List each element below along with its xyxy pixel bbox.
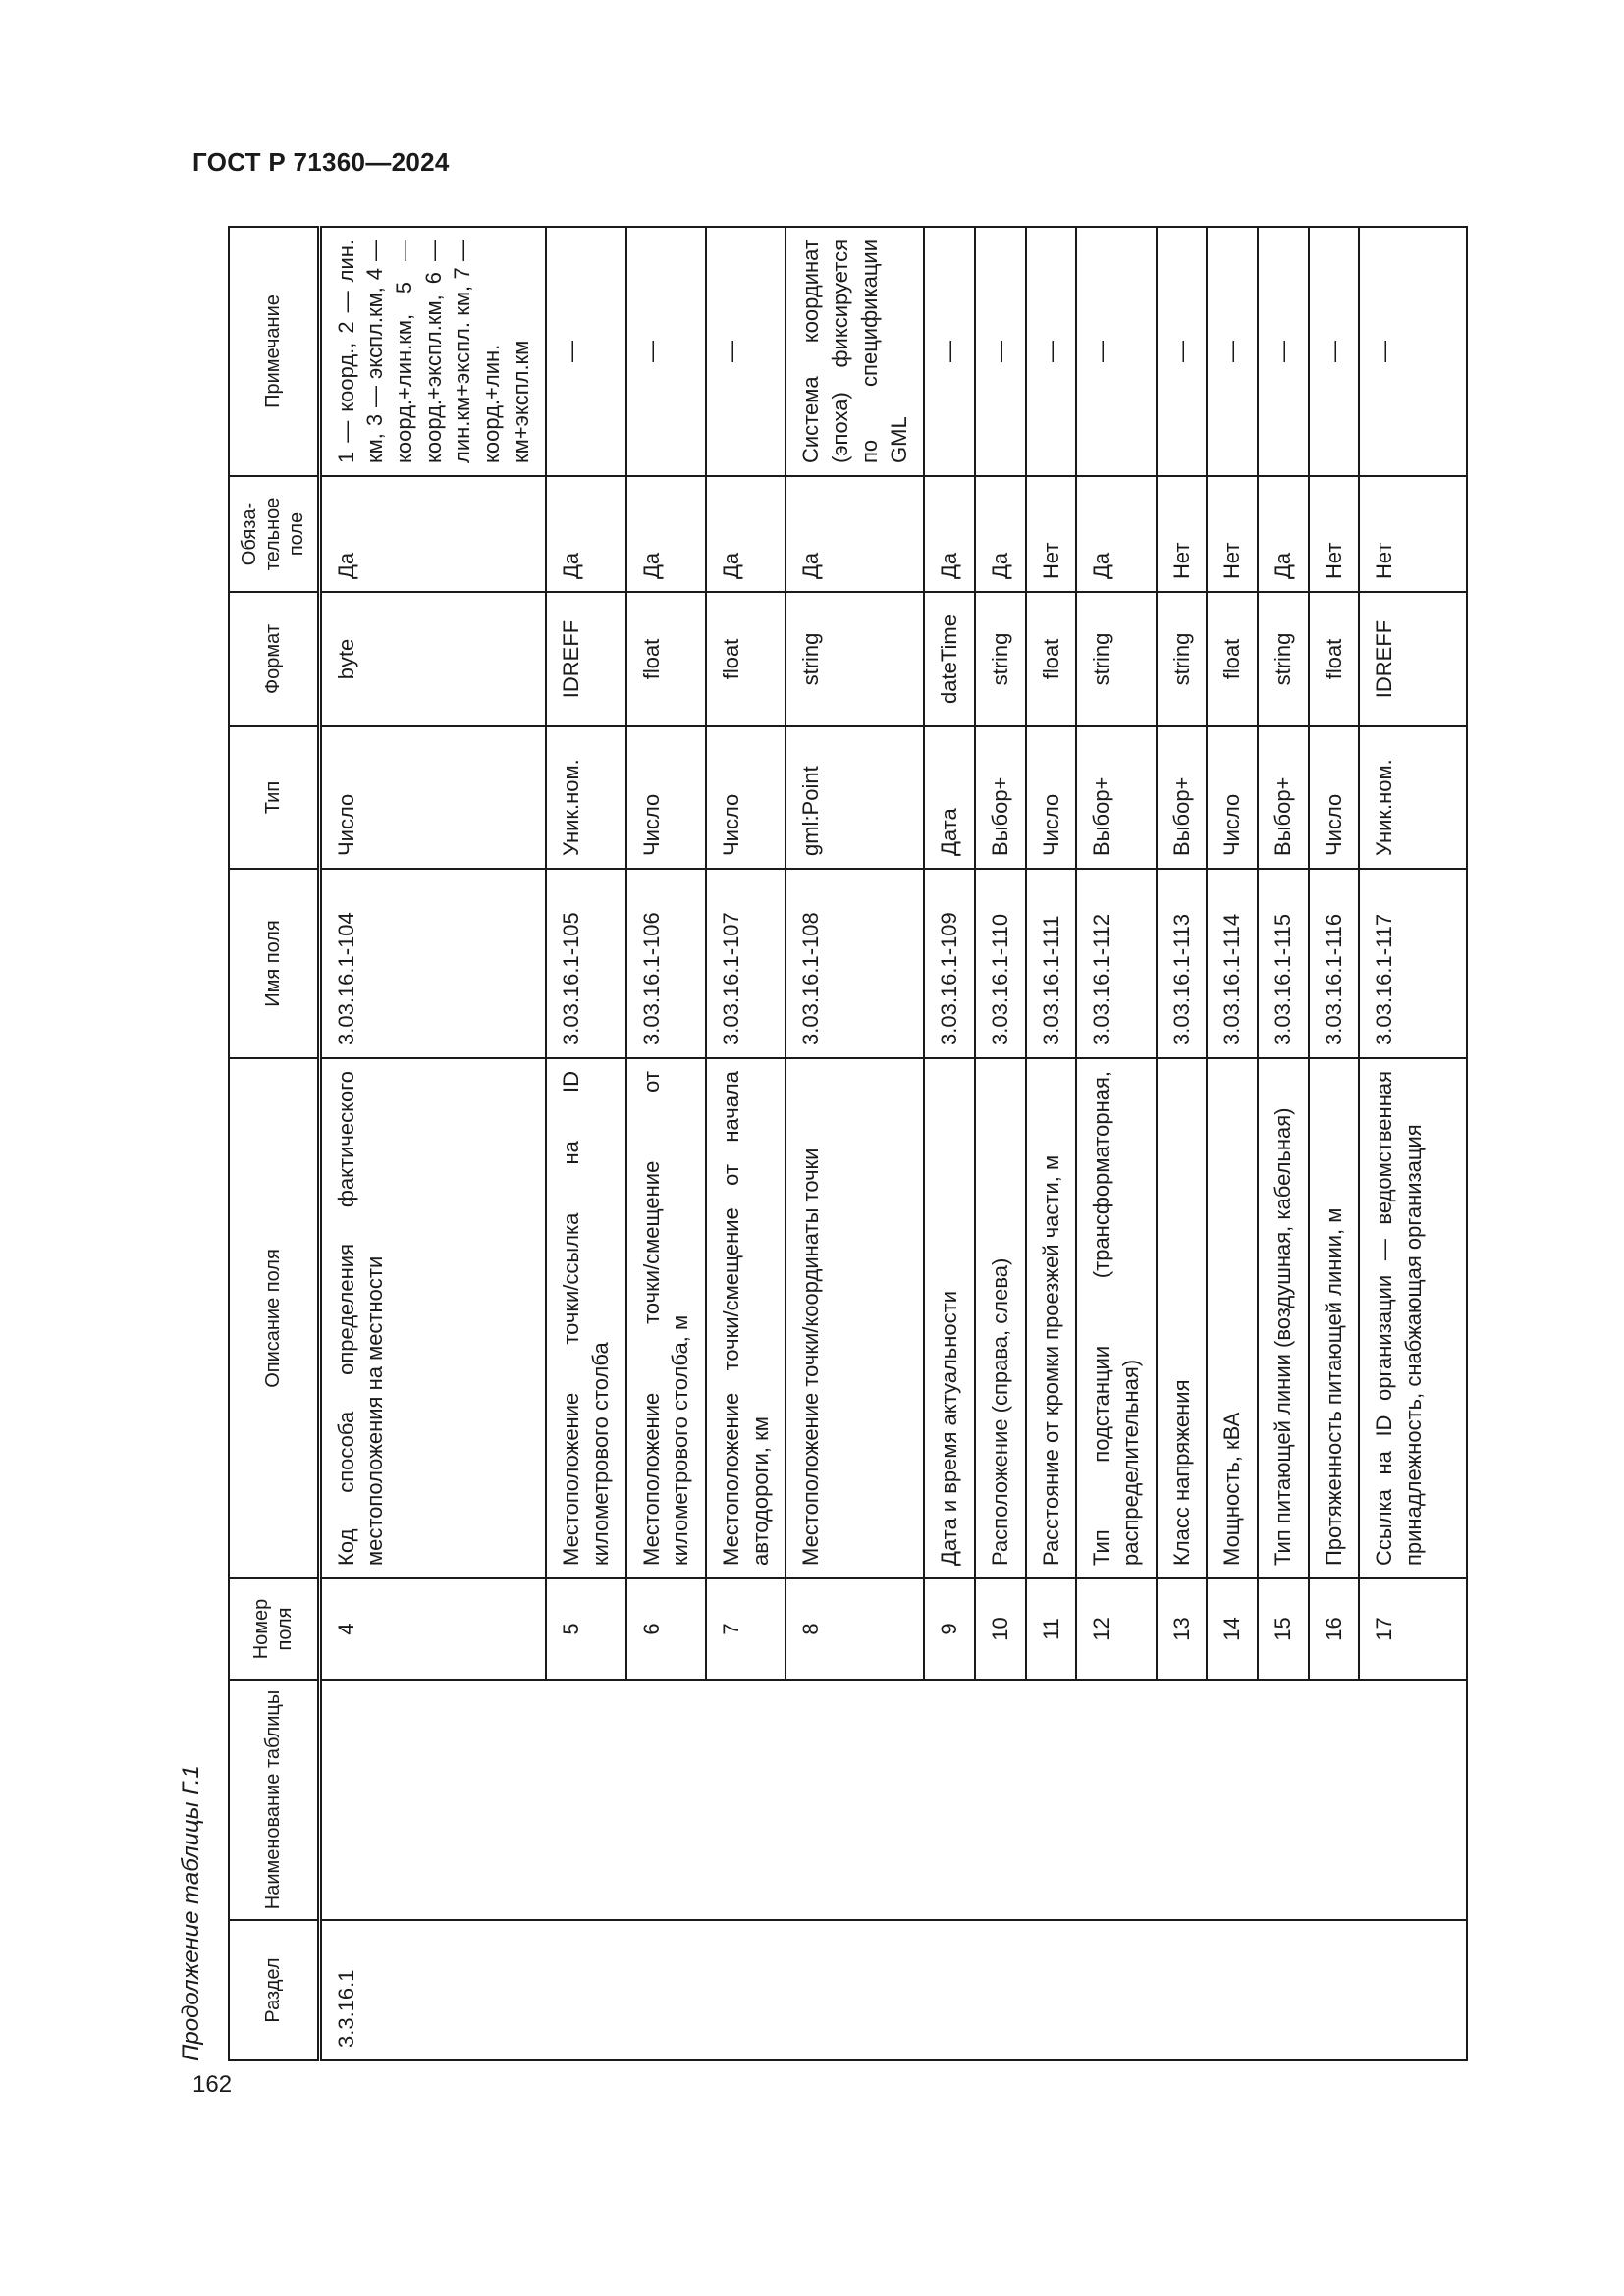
cell-obyaz: Да <box>706 476 785 592</box>
cell-primechanie: — <box>1359 227 1467 476</box>
cell-nomer: 12 <box>1076 1578 1156 1680</box>
cell-obyaz: Нет <box>1157 476 1208 592</box>
cell-primechanie: — <box>1157 227 1208 476</box>
cell-imya: 3.03.16.1-105 <box>546 869 625 1058</box>
cell-nomer: 4 <box>319 1578 546 1680</box>
cell-primechanie: — <box>975 227 1026 476</box>
cell-obyaz: Да <box>546 476 625 592</box>
cell-opisanie: Местоположение точки/координаты точки <box>785 1058 924 1578</box>
cell-obyaz: Да <box>785 476 924 592</box>
cell-tip: Уник.ном. <box>546 726 625 869</box>
cell-tip: Выбор+ <box>975 726 1026 869</box>
cell-tip: Уник.ном. <box>1359 726 1467 869</box>
cell-nomer: 16 <box>1309 1578 1360 1680</box>
cell-nomer: 7 <box>706 1578 785 1680</box>
cell-primechanie: Система координат (эпоха) фиксируется по спецификации GML <box>785 227 924 476</box>
cell-nomer: 14 <box>1207 1578 1258 1680</box>
cell-opisanie: Код способа определения фактического местоположения на местности <box>319 1058 546 1578</box>
table-caption: Продолжение таблицы Г.1 <box>178 1765 204 2061</box>
cell-imya: 3.03.16.1-113 <box>1157 869 1208 1058</box>
cell-format: float <box>1026 592 1077 726</box>
cell-obyaz: Да <box>319 476 546 592</box>
cell-format: string <box>785 592 924 726</box>
cell-format: float <box>1207 592 1258 726</box>
cell-nomer: 8 <box>785 1578 924 1680</box>
cell-format: float <box>1309 592 1360 726</box>
cell-primechanie: 1 — коорд., 2 — лин. км, 3 — экспл.км, 4 — коорд.+лин.км, 5 — коорд.+экспл.км, 6 — лин.км+экспл. км, 7 — коорд.+лин. км+экспл.км <box>319 227 546 476</box>
cell-primechanie: — <box>1258 227 1309 476</box>
cell-opisanie: Ссылка на ID организации — ведомственная принадлежность, снабжающая организация <box>1359 1058 1467 1578</box>
page-number: 162 <box>192 2071 233 2098</box>
header-razdel: Раздел <box>229 1920 319 2060</box>
cell-razdel: 3.3.16.1 <box>319 1920 1467 2060</box>
cell-opisanie: Расположение (справа, слева) <box>975 1058 1026 1578</box>
cell-opisanie: Тип питающей линии (воздушная, кабельная) <box>1258 1058 1309 1578</box>
cell-imya: 3.03.16.1-109 <box>924 869 975 1058</box>
cell-format: float <box>706 592 785 726</box>
cell-obyaz: Да <box>975 476 1026 592</box>
cell-tip: Число <box>626 726 706 869</box>
cell-tip: Число <box>706 726 785 869</box>
cell-format: IDREFF <box>546 592 625 726</box>
cell-obyaz: Нет <box>1207 476 1258 592</box>
cell-opisanie: Местоположение точки/смещение от начала автодороги, км <box>706 1058 785 1578</box>
cell-obyaz: Нет <box>1309 476 1360 592</box>
cell-imya: 3.03.16.1-110 <box>975 869 1026 1058</box>
cell-opisanie: Дата и время актуальности <box>924 1058 975 1578</box>
rotated-table-area <box>167 226 1463 2061</box>
cell-opisanie: Расстояние от кромки проезжей части, м <box>1026 1058 1077 1578</box>
cell-imya: 3.03.16.1-115 <box>1258 869 1309 1058</box>
cell-imya: 3.03.16.1-116 <box>1309 869 1360 1058</box>
cell-nomer: 6 <box>626 1578 706 1680</box>
cell-primechanie: — <box>546 227 625 476</box>
cell-primechanie: — <box>924 227 975 476</box>
cell-format: string <box>1258 592 1309 726</box>
cell-format: IDREFF <box>1359 592 1467 726</box>
rotated-table-content <box>167 226 1463 2061</box>
cell-naimenovanie <box>319 1680 1467 1920</box>
cell-imya: 3.03.16.1-111 <box>1026 869 1077 1058</box>
cell-format: string <box>1076 592 1156 726</box>
cell-imya: 3.03.16.1-117 <box>1359 869 1467 1058</box>
cell-tip: gml:Point <box>785 726 924 869</box>
table-row <box>319 227 546 2060</box>
cell-nomer: 10 <box>975 1578 1026 1680</box>
cell-format: string <box>1157 592 1208 726</box>
header-naimenovanie: Наименование таблицы <box>229 1680 319 1920</box>
cell-opisanie: Класс напряжения <box>1157 1058 1208 1578</box>
cell-tip: Выбор+ <box>1157 726 1208 869</box>
cell-imya: 3.03.16.1-104 <box>319 869 546 1058</box>
cell-obyaz: Да <box>1258 476 1309 592</box>
cell-nomer: 17 <box>1359 1578 1467 1680</box>
header-nomer: Номер поля <box>229 1578 319 1680</box>
cell-format: float <box>626 592 706 726</box>
cell-imya: 3.03.16.1-107 <box>706 869 785 1058</box>
cell-opisanie: Протяженность питающей линии, м <box>1309 1058 1360 1578</box>
header-imya: Имя поля <box>229 869 319 1058</box>
header-format: Формат <box>229 592 319 726</box>
cell-obyaz: Да <box>626 476 706 592</box>
cell-opisanie: Мощность, кВА <box>1207 1058 1258 1578</box>
cell-opisanie: Местоположение точки/ссылка на ID километрового столба <box>546 1058 625 1578</box>
cell-imya: 3.03.16.1-108 <box>785 869 924 1058</box>
cell-nomer: 11 <box>1026 1578 1077 1680</box>
header-primechanie: Примечание <box>229 227 319 476</box>
cell-format: byte <box>319 592 546 726</box>
cell-obyaz: Нет <box>1026 476 1077 592</box>
cell-tip: Число <box>319 726 546 869</box>
cell-imya: 3.03.16.1-114 <box>1207 869 1258 1058</box>
cell-primechanie: — <box>1207 227 1258 476</box>
cell-nomer: 15 <box>1258 1578 1309 1680</box>
cell-tip: Число <box>1309 726 1360 869</box>
cell-primechanie: — <box>626 227 706 476</box>
cell-nomer: 13 <box>1157 1578 1208 1680</box>
cell-tip: Число <box>1207 726 1258 869</box>
cell-obyaz: Да <box>924 476 975 592</box>
cell-primechanie: — <box>1309 227 1360 476</box>
cell-primechanie: — <box>706 227 785 476</box>
fields-table <box>228 226 1468 2061</box>
table-header-row <box>229 227 319 2060</box>
cell-tip: Дата <box>924 726 975 869</box>
cell-format: dateTime <box>924 592 975 726</box>
cell-tip: Выбор+ <box>1076 726 1156 869</box>
cell-primechanie: — <box>1026 227 1077 476</box>
cell-imya: 3.03.16.1-106 <box>626 869 706 1058</box>
cell-tip: Число <box>1026 726 1077 869</box>
cell-format: string <box>975 592 1026 726</box>
cell-obyaz: Нет <box>1359 476 1467 592</box>
cell-opisanie: Местоположение точки/смещение от километрового столба, м <box>626 1058 706 1578</box>
header-opisanie: Описание поля <box>229 1058 319 1578</box>
document-code: ГОСТ Р 71360—2024 <box>192 147 450 177</box>
cell-opisanie: Тип подстанции (трансформаторная, распределительная) <box>1076 1058 1156 1578</box>
cell-nomer: 9 <box>924 1578 975 1680</box>
header-obyaz: Обяза-тельное поле <box>229 476 319 592</box>
header-tip: Тип <box>229 726 319 869</box>
cell-primechanie: — <box>1076 227 1156 476</box>
cell-tip: Выбор+ <box>1258 726 1309 869</box>
cell-nomer: 5 <box>546 1578 625 1680</box>
cell-imya: 3.03.16.1-112 <box>1076 869 1156 1058</box>
cell-obyaz: Да <box>1076 476 1156 592</box>
